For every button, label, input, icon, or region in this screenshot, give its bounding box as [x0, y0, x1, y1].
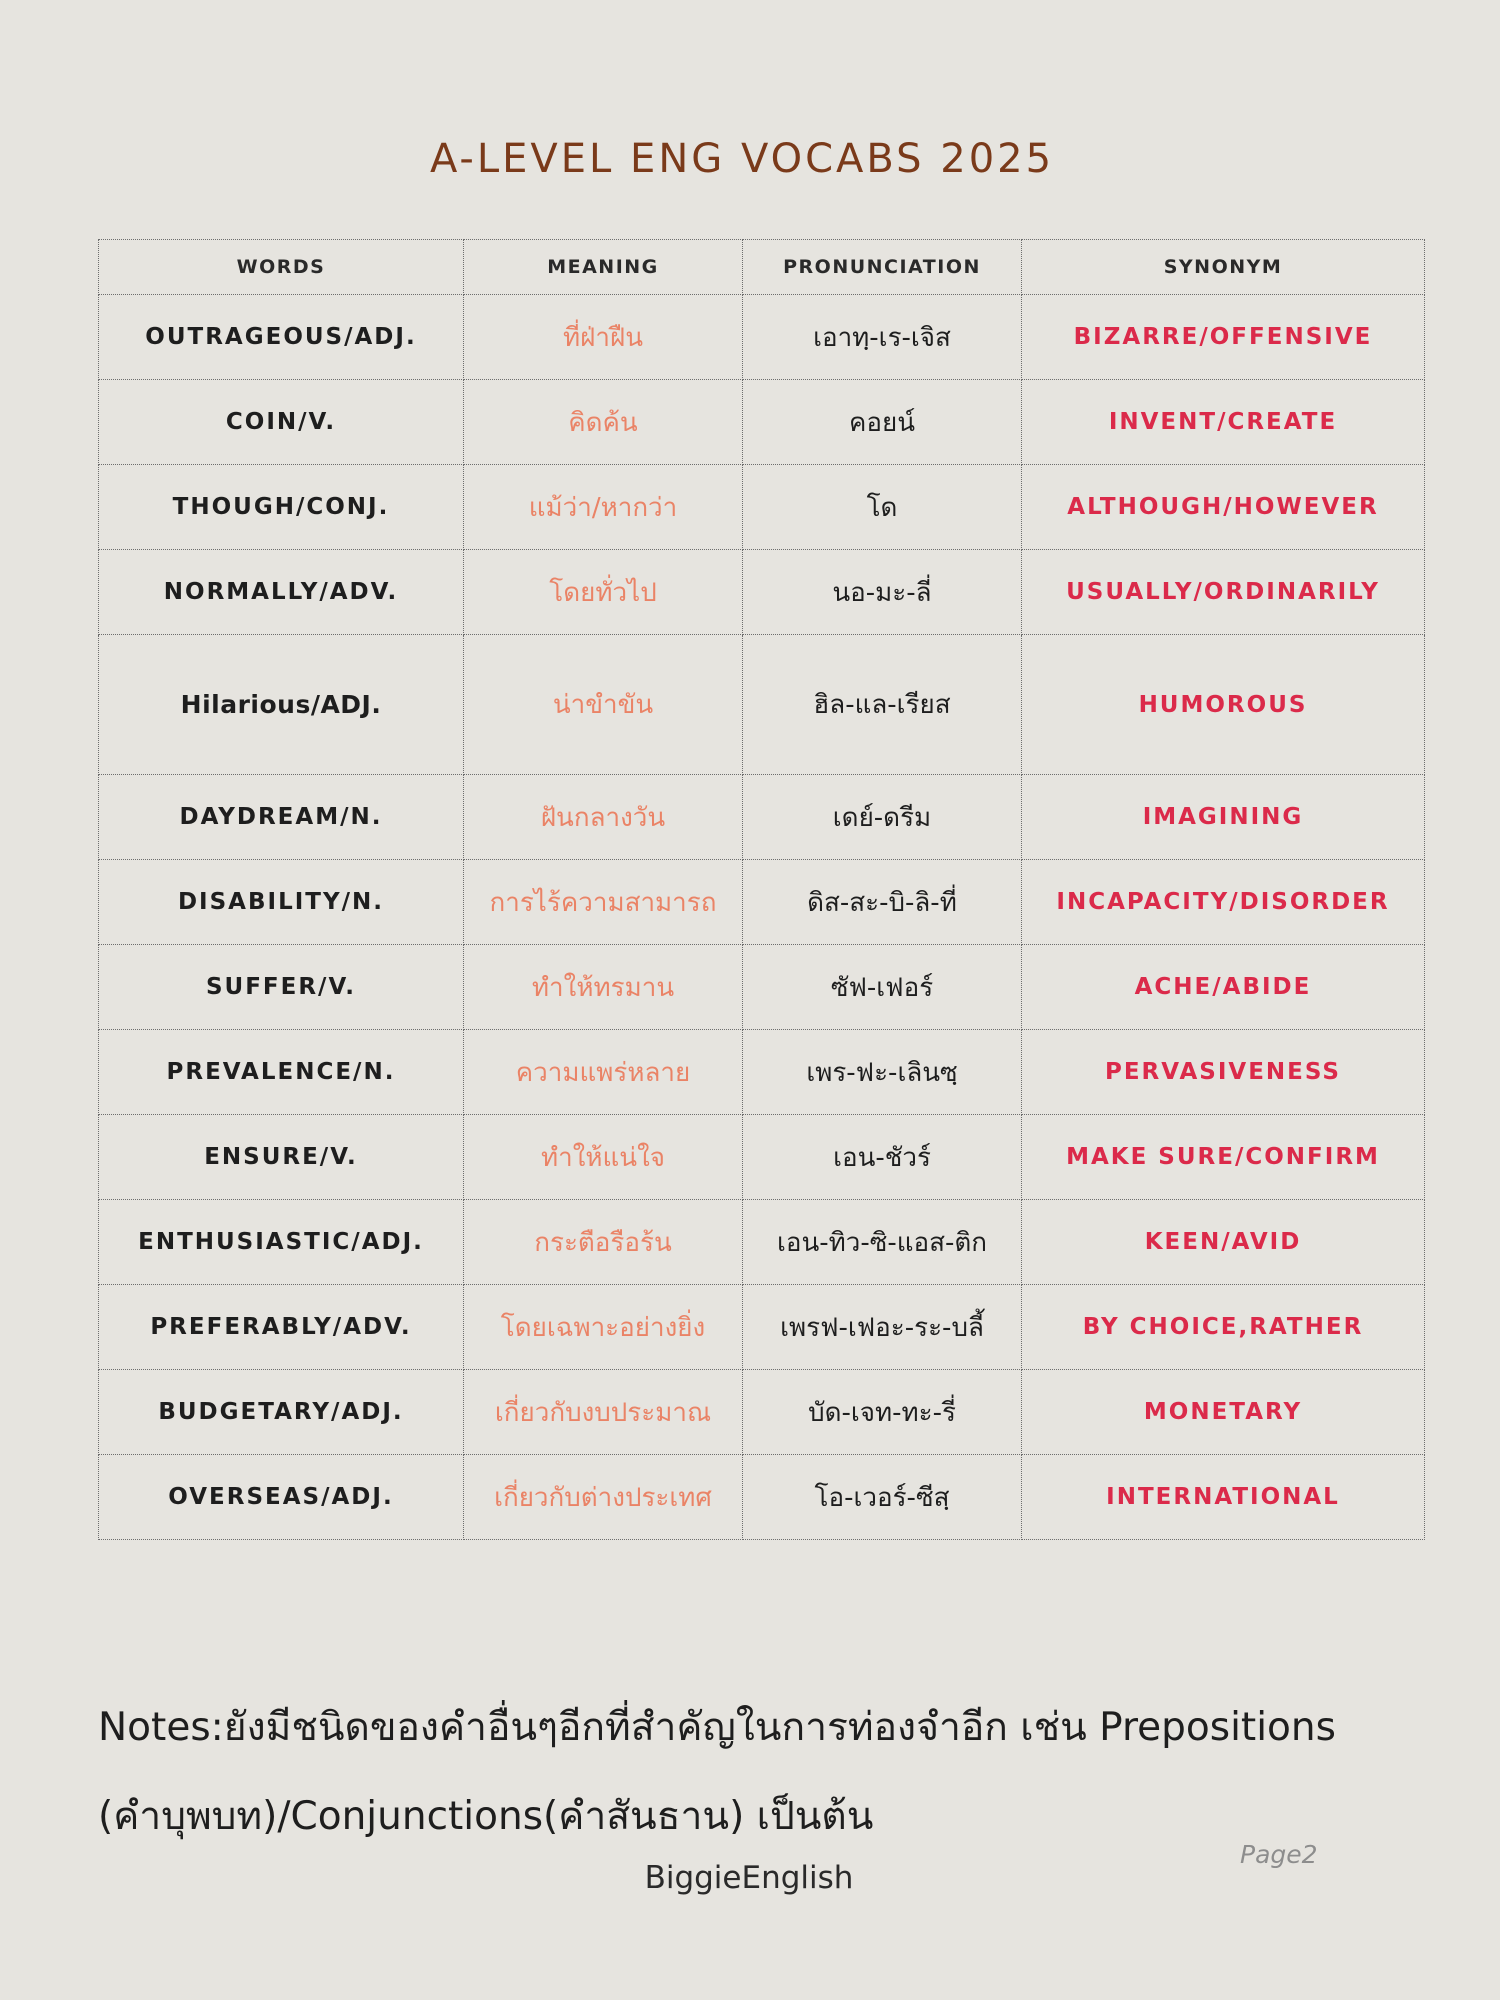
- word-cell: THOUGH/CONJ.: [99, 465, 464, 550]
- table-row: [99, 295, 1425, 380]
- table-row: [99, 635, 1425, 775]
- synonym-cell: KEEN/AVID: [1022, 1200, 1425, 1285]
- synonym-cell: INCAPACITY/DISORDER: [1022, 860, 1425, 945]
- vocab-table: [98, 239, 1425, 1540]
- pronunciation-cell: โด: [743, 465, 1022, 550]
- header-meaning: MEANING: [464, 240, 743, 295]
- synonym-cell: MAKE SURE/CONFIRM: [1022, 1115, 1425, 1200]
- meaning-cell: การไร้ความสามารถ: [464, 860, 743, 945]
- table-row: [99, 1115, 1425, 1200]
- meaning-cell: เกี่ยวกับต่างประเทศ: [464, 1455, 743, 1540]
- word-cell: Hilarious/ADJ.: [99, 635, 464, 775]
- pronunciation-cell: เพร-ฟะ-เลินซฺ: [743, 1030, 1022, 1115]
- synonym-cell: HUMOROUS: [1022, 635, 1425, 775]
- table-row: [99, 1285, 1425, 1370]
- meaning-cell: คิดค้น: [464, 380, 743, 465]
- table-row: [99, 775, 1425, 860]
- page-number: Page2: [1240, 1840, 1318, 1869]
- header-words: WORDS: [99, 240, 464, 295]
- table-header-row: [99, 240, 1425, 295]
- meaning-cell: ที่ฝ่าฝืน: [464, 295, 743, 380]
- synonym-cell: MONETARY: [1022, 1370, 1425, 1455]
- table-row: [99, 1455, 1425, 1540]
- table-row: [99, 1370, 1425, 1455]
- table-row: [99, 1030, 1425, 1115]
- pronunciation-cell: เพรฟ-เฟอะ-ระ-บลี้: [743, 1285, 1022, 1370]
- table-row: [99, 380, 1425, 465]
- pronunciation-cell: โอ-เวอร์-ซีสฺ: [743, 1455, 1022, 1540]
- word-cell: ENSURE/V.: [99, 1115, 464, 1200]
- synonym-cell: INVENT/CREATE: [1022, 380, 1425, 465]
- table-row: [99, 550, 1425, 635]
- word-cell: ENTHUSIASTIC/ADJ.: [99, 1200, 464, 1285]
- meaning-cell: น่าขำขัน: [464, 635, 743, 775]
- pronunciation-cell: เอน-ทิว-ซิ-แอส-ติก: [743, 1200, 1022, 1285]
- table-row: [99, 465, 1425, 550]
- word-cell: COIN/V.: [99, 380, 464, 465]
- table-row: [99, 945, 1425, 1030]
- page-title: A-LEVEL ENG VOCABS 2025: [429, 136, 1055, 182]
- header-pronunciation: PRONUNCIATION: [743, 240, 1022, 295]
- table-row: [99, 1200, 1425, 1285]
- synonym-cell: ACHE/ABIDE: [1022, 945, 1425, 1030]
- word-cell: PREFERABLY/ADV.: [99, 1285, 464, 1370]
- word-cell: BUDGETARY/ADJ.: [99, 1370, 464, 1455]
- notes-text: Notes:ยังมีชนิดของคำอื่นๆอีกที่สำคัญในการท่องจำอีก เช่น Prepositions (คำบุพบท)/Conjunctions(คำสันธาน) เป็นต้น: [98, 1705, 1336, 1839]
- pronunciation-cell: คอยน์: [743, 380, 1022, 465]
- meaning-cell: โดยทั่วไป: [464, 550, 743, 635]
- word-cell: SUFFER/V.: [99, 945, 464, 1030]
- meaning-cell: ฝันกลางวัน: [464, 775, 743, 860]
- pronunciation-cell: เอน-ชัวร์: [743, 1115, 1022, 1200]
- meaning-cell: กระตือรือร้น: [464, 1200, 743, 1285]
- synonym-cell: IMAGINING: [1022, 775, 1425, 860]
- word-cell: OVERSEAS/ADJ.: [99, 1455, 464, 1540]
- pronunciation-cell: เดย์-ดรีม: [743, 775, 1022, 860]
- synonym-cell: ALTHOUGH/HOWEVER: [1022, 465, 1425, 550]
- meaning-cell: โดยเฉพาะอย่างยิ่ง: [464, 1285, 743, 1370]
- meaning-cell: ทำให้ทรมาน: [464, 945, 743, 1030]
- word-cell: DAYDREAM/N.: [99, 775, 464, 860]
- word-cell: PREVALENCE/N.: [99, 1030, 464, 1115]
- synonym-cell: INTERNATIONAL: [1022, 1455, 1425, 1540]
- synonym-cell: PERVASIVENESS: [1022, 1030, 1425, 1115]
- word-cell: OUTRAGEOUS/ADJ.: [99, 295, 464, 380]
- pronunciation-cell: ดิส-สะ-บิ-ลิ-ที่: [743, 860, 1022, 945]
- meaning-cell: แม้ว่า/หากว่า: [464, 465, 743, 550]
- pronunciation-cell: ฮิล-แล-เรียส: [743, 635, 1022, 775]
- pronunciation-cell: เอาทฺ-เร-เจิส: [743, 295, 1022, 380]
- pronunciation-cell: นอ-มะ-ลี่: [743, 550, 1022, 635]
- meaning-cell: ทำให้แน่ใจ: [464, 1115, 743, 1200]
- synonym-cell: BIZARRE/OFFENSIVE: [1022, 295, 1425, 380]
- word-cell: DISABILITY/N.: [99, 860, 464, 945]
- table-row: [99, 860, 1425, 945]
- pronunciation-cell: ซัฟ-เฟอร์: [743, 945, 1022, 1030]
- meaning-cell: เกี่ยวกับงบประมาณ: [464, 1370, 743, 1455]
- synonym-cell: USUALLY/ORDINARILY: [1022, 550, 1425, 635]
- word-cell: NORMALLY/ADV.: [99, 550, 464, 635]
- synonym-cell: BY CHOICE,RATHER: [1022, 1285, 1425, 1370]
- brand-name: BiggieEnglish: [644, 1860, 854, 1896]
- pronunciation-cell: บัด-เจท-ทะ-รี่: [743, 1370, 1022, 1455]
- header-synonym: SYNONYM: [1022, 240, 1425, 295]
- meaning-cell: ความแพร่หลาย: [464, 1030, 743, 1115]
